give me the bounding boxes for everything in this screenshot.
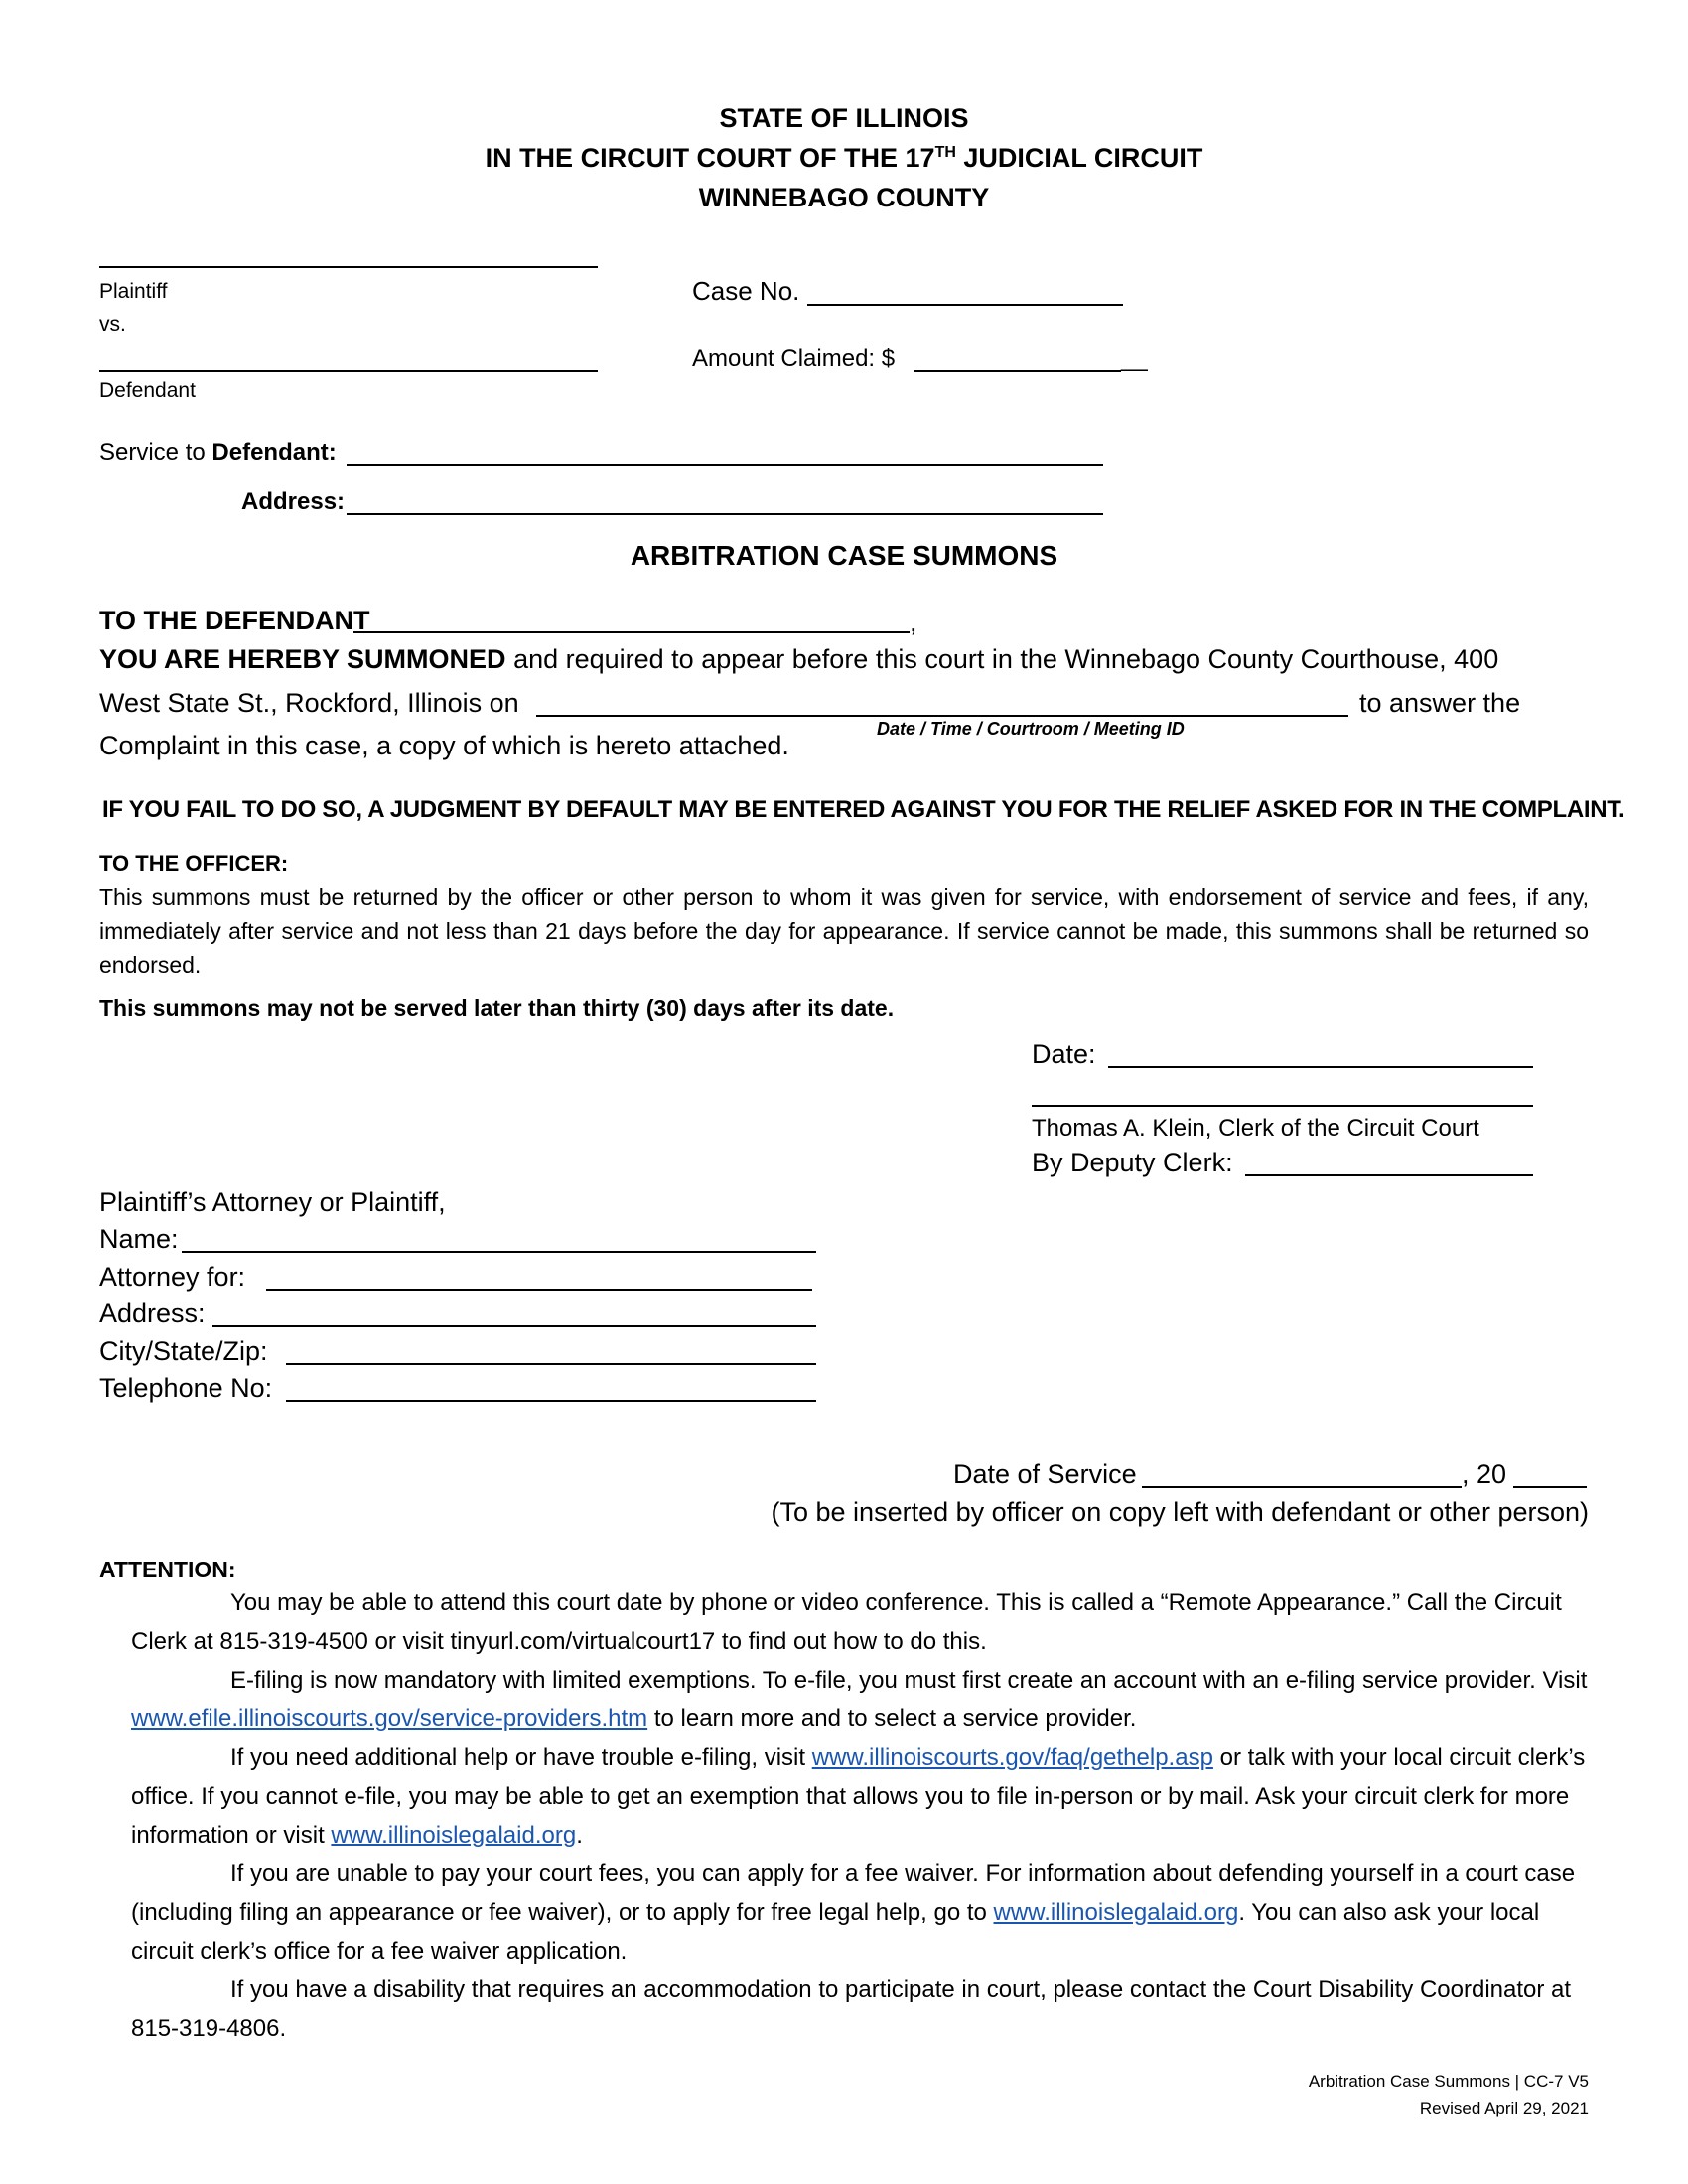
appearance-date-field[interactable]	[536, 715, 1348, 717]
to-defendant-comma: ,	[910, 608, 917, 637]
page-title: ARBITRATION CASE SUMMONS	[630, 540, 1058, 571]
issue-date-field[interactable]	[1108, 1066, 1533, 1068]
attorney-for-label: Attorney for:	[99, 1262, 246, 1292]
attorney-city-field[interactable]	[286, 1363, 816, 1365]
disability-notice: If you have a disability that requires an accommodation to participate in court, please contact the Court Disability Coordinator at 815-319-4806.	[131, 1977, 1572, 2042]
deputy-clerk-field[interactable]	[1245, 1174, 1533, 1176]
service-defendant-field[interactable]	[347, 464, 1103, 466]
default-judgment-warning: IF YOU FAIL TO DO SO, A JUDGMENT BY DEFAULT MAY BE ENTERED AGAINST YOU FOR THE RELIEF ASKED FOR IN THE COMPLAINT.	[102, 796, 1625, 823]
appearance-line-end: to answer the	[1359, 688, 1521, 718]
attorney-name-label: Name:	[99, 1224, 179, 1254]
attention-section	[131, 1583, 1591, 2048]
efiling-notice: E-filing is now mandatory with limited exemptions. To e-file, you must first create an account with an e-filing service provider. Visit www.efile.illinoiscourts.gov/service-providers.htm to learn more and to select a service provider.	[131, 1667, 1588, 1732]
remote-appearance-notice: You may be able to attend this court date by phone or video conference. This is called a “Remote Appearance.” Call the Circuit Clerk at 815-319-4500 or visit tinyurl.com/virtualcourt17 to find out how to do this.	[131, 1589, 1562, 1655]
clerk-signature-field[interactable]	[1032, 1105, 1533, 1107]
plaintiff-field[interactable]	[99, 266, 598, 268]
attorney-address-label: Address:	[99, 1298, 206, 1328]
clerk-name: Thomas A. Klein, Clerk of the Circuit Court	[1032, 1115, 1479, 1142]
case-no-label: Case No.	[692, 276, 800, 306]
case-no-field[interactable]	[807, 304, 1123, 306]
date-caption: Date / Time / Courtroom / Meeting ID	[877, 719, 1185, 739]
service-address-field[interactable]	[347, 513, 1103, 515]
footer	[1309, 2068, 1589, 2121]
date-of-service-year-field[interactable]	[1513, 1486, 1587, 1488]
efile-providers-link[interactable]: www.efile.illinoiscourts.gov/service-providers.htm	[131, 1706, 648, 1732]
attorney-for-field[interactable]	[266, 1289, 812, 1291]
defendant-field[interactable]	[99, 370, 598, 372]
vs-label: vs.	[99, 313, 126, 336]
issue-date-label: Date:	[1032, 1039, 1096, 1069]
deputy-clerk-label: By Deputy Clerk:	[1032, 1148, 1233, 1177]
service-to-label: Service to Defendant:	[99, 439, 337, 466]
attorney-telephone-field[interactable]	[286, 1400, 816, 1402]
legalaid-link[interactable]: www.illinoislegalaid.org	[331, 1822, 577, 1848]
attention-heading: ATTENTION:	[99, 1557, 236, 1582]
attorney-city-label: City/State/Zip:	[99, 1336, 268, 1366]
appearance-line-start: West State St., Rockford, Illinois on	[99, 688, 519, 718]
plaintiff-label: Plaintiff	[99, 280, 168, 303]
amount-suffix: __	[1121, 345, 1148, 372]
fee-waiver-notice: If you are unable to pay your court fees, you can apply for a fee waiver. For information about defending yourself in a court case (including filing an appearance or fee waiver), or to apply for free legal help, go to www.illinoislegalaid.org. You can also ask your local circuit clerk’s office for a fee waiver application.	[131, 1860, 1576, 1965]
date-of-service-year-prefix: , 20	[1462, 1459, 1507, 1489]
thirty-days-notice: This summons may not be served later than thirty (30) days after its date.	[99, 995, 895, 1021]
court-state: STATE OF ILLINOIS	[719, 103, 969, 133]
court-county: WINNEBAGO COUNTY	[698, 183, 990, 212]
amount-claimed-label: Amount Claimed: $	[692, 345, 896, 372]
attorney-telephone-label: Telephone No:	[99, 1373, 273, 1403]
attorney-heading: Plaintiff’s Attorney or Plaintiff,	[99, 1187, 446, 1217]
officer-instructions: This summons must be returned by the officer or other person to whom it was given for service, with endorsement of service and fees, if any, immediately after service and not less than 21 days before the day for appearance. If service cannot be made, this summons shall be returned so endorsed.	[99, 885, 1589, 978]
date-of-service-label: Date of Service	[953, 1459, 1137, 1489]
court-circuit: IN THE CIRCUIT COURT OF THE 17TH JUDICIAL CIRCUIT	[485, 143, 1203, 173]
service-address-label: Address:	[241, 488, 346, 515]
gethelp-link[interactable]: www.illinoiscourts.gov/faq/gethelp.asp	[811, 1744, 1213, 1771]
officer-heading: TO THE OFFICER:	[99, 851, 289, 876]
date-of-service-field[interactable]	[1142, 1486, 1462, 1488]
efiling-help-notice: If you need additional help or have trouble e-filing, visit www.illinoiscourts.gov/faq/gethelp.asp or talk with your local circuit clerk’s office. If you cannot e-file, you may be able to get an exemption that allows you to file in-person or by mail. Ask your circuit clerk for more information or visit www.illinoislegalaid.org.	[131, 1744, 1586, 1848]
to-defendant-field[interactable]	[353, 631, 910, 633]
date-of-service-note: (To be inserted by officer on copy left with defendant or other person)	[771, 1497, 1589, 1527]
summoned-line: YOU ARE HEREBY SUMMONED and required to appear before this court in the Winnebago County Courthouse, 400	[99, 644, 1499, 674]
complaint-line: Complaint in this case, a copy of which is hereto attached.	[99, 731, 789, 760]
amount-claimed-field[interactable]	[914, 370, 1121, 372]
attorney-address-field[interactable]	[212, 1325, 816, 1327]
to-defendant-label: TO THE DEFENDANT	[99, 606, 370, 635]
legalaid-link-2[interactable]: www.illinoislegalaid.org	[993, 1899, 1239, 1926]
defendant-label: Defendant	[99, 379, 196, 402]
form-id: Arbitration Case Summons | CC-7 V5	[1308, 2072, 1589, 2091]
attorney-name-field[interactable]	[182, 1251, 816, 1253]
revised-date: Revised April 29, 2021	[1419, 2099, 1589, 2117]
